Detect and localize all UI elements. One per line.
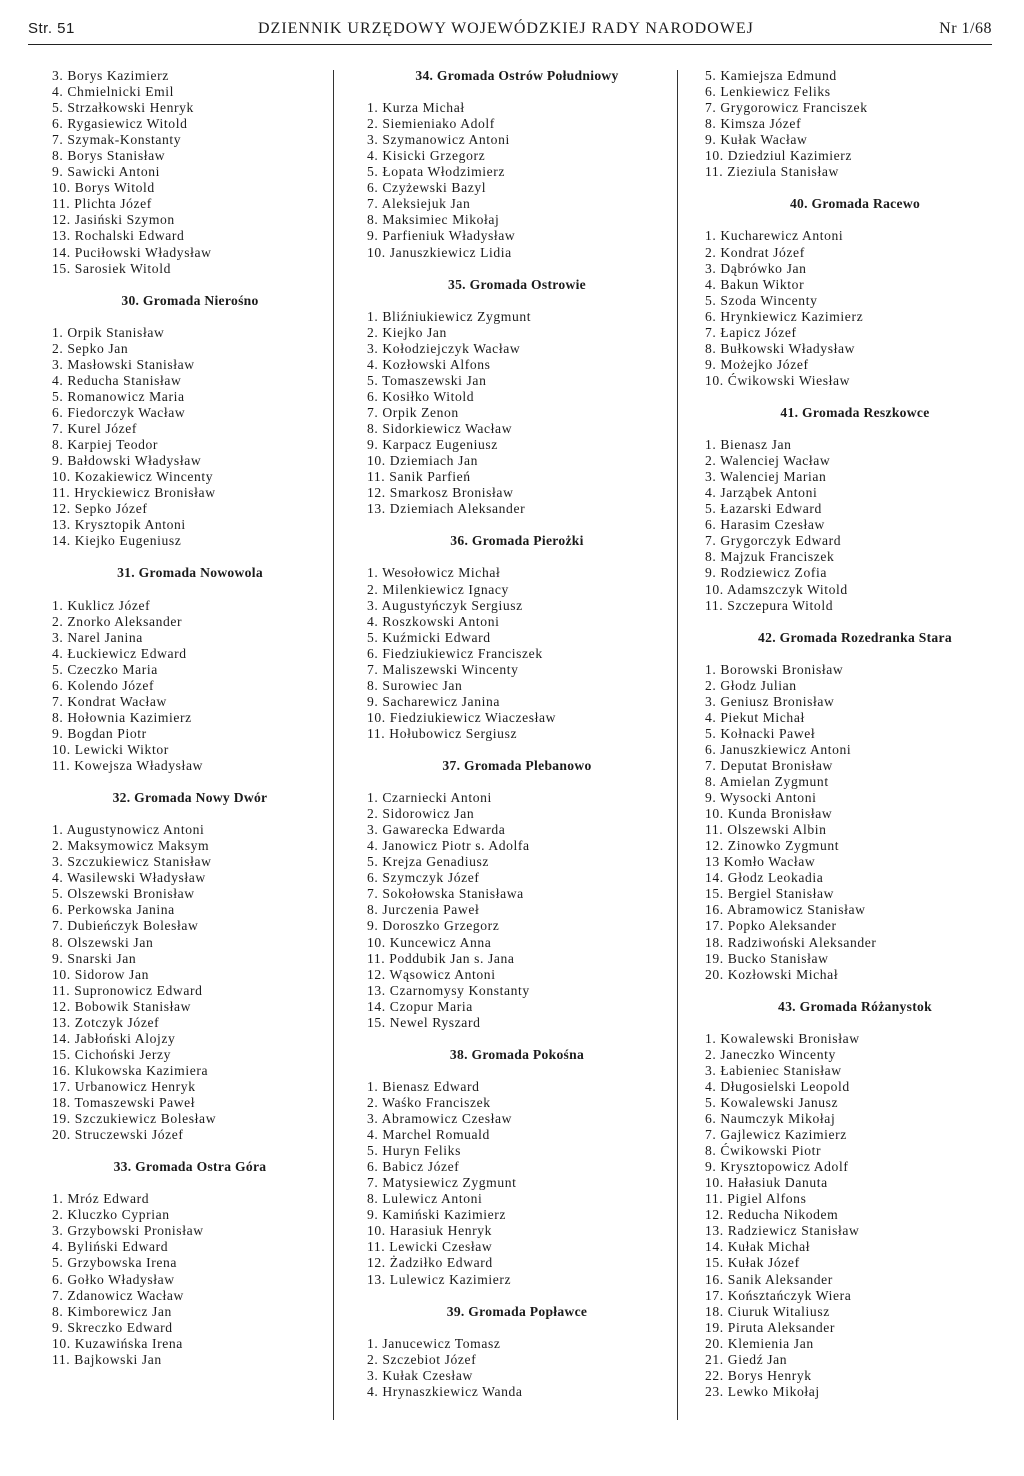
list-item: 15. Bergiel Stanisław — [705, 886, 835, 902]
spacer — [367, 1063, 667, 1079]
section-heading: 34. Gromada Ostrów Południowy — [415, 68, 619, 83]
list-item: 13 Komło Wacław — [705, 854, 816, 870]
list-item: 17. Urbanowicz Henryk — [52, 1078, 196, 1094]
list-item: 7. Deputat Bronisław — [705, 758, 833, 774]
list-item: 12. Zinowko Zygmunt — [705, 838, 840, 854]
list-item: 8. Kimsza Józef — [705, 116, 802, 132]
list-item: 13. Krysztopik Antoni — [52, 517, 186, 533]
spacer — [705, 421, 1005, 437]
list-item: 4. Długosielski Leopold — [705, 1078, 850, 1094]
list-item: 5. Kamiejsza Edmund — [705, 68, 837, 83]
list-item: 11. Lewicki Czesław — [367, 1239, 493, 1255]
list-item: 17. Popko Aleksander — [705, 918, 837, 934]
list-item: 15. Sarosiek Witold — [52, 260, 171, 276]
spacer — [52, 774, 328, 790]
list-item: 9. Bałdowski Władysław — [52, 453, 202, 469]
spacer — [705, 646, 1005, 662]
list-item: 4. Hrynaszkiewicz Wanda — [367, 1383, 523, 1399]
spacer — [705, 212, 1005, 228]
section-heading: 35. Gromada Ostrowie — [447, 276, 587, 292]
list-item: 11. Szczepura Witold — [705, 597, 834, 613]
list-item: 5. Grzybowska Irena — [52, 1255, 178, 1271]
list-item: 19. Bucko Stanisław — [705, 950, 829, 966]
list-item: 3. Masłowski Stanisław — [52, 356, 195, 372]
list-item: 1. Bienasz Jan — [705, 437, 792, 453]
list-item: 9. Sawicki Antoni — [52, 164, 160, 180]
list-item: 8. Karpiej Teodor — [52, 437, 159, 453]
spacer — [52, 277, 328, 293]
list-item: 3. Abramowicz Czesław — [367, 1111, 513, 1127]
list-item: 1. Borowski Bronisław — [705, 661, 844, 677]
list-item: 16. Klukowska Kazimiera — [52, 1062, 209, 1078]
list-item: 9. Wysocki Antoni — [705, 790, 817, 806]
section-heading: 42. Gromada Rozedranka Stara — [758, 629, 952, 645]
list-item: 6. Naumczyk Mikołaj — [705, 1111, 836, 1127]
list-item: 8. Kimborewicz Jan — [52, 1303, 172, 1319]
list-item: 12. Jasiński Szymon — [52, 212, 175, 228]
list-item: 19. Szczukiewicz Bolesław — [52, 1111, 217, 1127]
spacer — [367, 293, 667, 309]
list-item: 11. Hryckiewicz Bronisław — [52, 485, 216, 501]
list-item: 12. Sepko Józef — [52, 501, 148, 517]
list-item: 7. Sokołowska Stanisława — [367, 886, 524, 902]
list-item: 6. Lenkiewicz Feliks — [705, 84, 831, 100]
list-item: 7. Aleksiejuk Jan — [367, 196, 471, 212]
list-item: 7. Grygorczyk Edward — [705, 533, 842, 549]
list-item: 5. Romanowicz Maria — [52, 388, 185, 404]
spacer — [52, 309, 328, 325]
list-item: 13. Rochalski Edward — [52, 228, 185, 244]
list-item: 10. Dziedziul Kazimierz — [705, 148, 853, 164]
list-item: 9. Bogdan Piotr — [52, 725, 147, 741]
list-item: 3. Szymanowicz Antoni — [367, 132, 510, 148]
list-item: 3. Augustyńczyk Sergiusz — [367, 597, 523, 613]
list-item: 3. Grzybowski Pronisław — [52, 1223, 204, 1239]
list-item: 2. Szczebiot Józef — [367, 1351, 477, 1367]
list-item: 12. Smarkosz Bronisław — [367, 485, 514, 501]
list-item: 7. Łapicz Józef — [705, 324, 797, 340]
list-item: 13. Dziemiach Aleksander — [367, 501, 526, 517]
list-item: 4. Piekut Michał — [705, 709, 805, 725]
list-item: 8. Ćwikowski Piotr — [705, 1143, 822, 1159]
list-item: 10. Kuzawińska Irena — [52, 1335, 183, 1351]
list-item: 12. Reducha Nikodem — [705, 1207, 839, 1223]
spacer — [705, 614, 1005, 630]
list-item: 10. Kozakiewicz Wincenty — [52, 469, 214, 485]
spacer — [367, 549, 667, 565]
list-item: 11. Sanik Parfień — [367, 469, 471, 485]
spacer — [52, 1143, 328, 1159]
spacer — [52, 1175, 328, 1191]
issue-number: Nr 1/68 — [939, 20, 992, 37]
list-item: 3. Borys Kazimierz — [52, 68, 169, 83]
section-heading: 32. Gromada Nowy Dwór — [112, 790, 268, 806]
list-item: 5. Strzałkowski Henryk — [52, 100, 194, 116]
list-item: 7. Zdanowicz Wacław — [52, 1287, 184, 1303]
list-item: 8. Sidorkiewicz Wacław — [367, 421, 513, 437]
column-divider — [333, 70, 334, 1420]
list-item: 11. Pigiel Alfons — [705, 1191, 807, 1207]
list-item: 4. Marchel Romuald — [367, 1127, 490, 1143]
page-number: Str. 51 — [28, 20, 75, 37]
list-item: 10. Hałasiuk Danuta — [705, 1175, 828, 1191]
list-item: 9. Skreczko Edward — [52, 1319, 173, 1335]
list-item: 14. Kiejko Eugeniusz — [52, 533, 182, 549]
list-item: 11. Plichta Józef — [52, 196, 152, 212]
list-item: 4. Roszkowski Antoni — [367, 613, 500, 629]
spacer — [52, 806, 328, 822]
list-item: 9. Parfieniuk Władysław — [367, 228, 516, 244]
list-item: 3. Geniusz Bronisław — [705, 693, 835, 709]
list-item: 2. Sidorowicz Jan — [367, 806, 475, 822]
list-item: 11. Kowejsza Władysław — [52, 758, 203, 774]
list-item: 6. Kosiłko Witold — [367, 388, 475, 404]
list-item: 12. Bobowik Stanisław — [52, 998, 192, 1014]
list-item: 5. Krejza Genadiusz — [367, 854, 489, 870]
list-item: 1. Czarniecki Antoni — [367, 790, 492, 806]
list-item: 6. Szymczyk Józef — [367, 870, 480, 886]
list-item: 5. Kowalewski Janusz — [705, 1095, 839, 1110]
list-item: 10. Adamszczyk Witold — [705, 581, 848, 597]
list-item: 8. Bułkowski Władysław — [705, 340, 856, 356]
list-item: 13. Radziewicz Stanisław — [705, 1223, 860, 1239]
list-item: 14. Głodz Leokadia — [705, 870, 824, 886]
list-item: 16. Abramowicz Stanisław — [705, 902, 866, 918]
list-item: 16. Sanik Aleksander — [705, 1271, 833, 1287]
list-item: 2. Sepko Jan — [52, 340, 129, 356]
list-item: 3. Narel Janina — [52, 629, 143, 645]
list-item: 15. Newel Ryszard — [367, 1014, 481, 1030]
list-item: 10. Fiedziukiewicz Wiaczesław — [367, 709, 557, 725]
spacer — [367, 742, 667, 758]
list-item: 9. Krysztopowicz Adolf — [705, 1159, 849, 1175]
list-item: 5. Olszewski Bronisław — [52, 886, 195, 902]
list-item: 3. Dąbrówko Jan — [705, 260, 807, 276]
column-left — [52, 68, 328, 1368]
list-item: 3. Kołodziejczyk Wacław — [367, 340, 521, 356]
list-item: 9. Kułak Wacław — [705, 132, 808, 148]
journal-title: DZIENNIK URZĘDOWY WOJEWÓDZKIEJ RADY NARODOWEJ — [258, 20, 754, 37]
list-item: 4. Jarząbek Antoni — [705, 485, 818, 501]
column-middle — [367, 68, 667, 1400]
list-item: 6. Fiedziukiewicz Franciszek — [367, 645, 543, 661]
list-item: 5. Tomaszewski Jan — [367, 372, 487, 388]
list-item: 6. Kolendo Józef — [52, 677, 155, 693]
list-item: 2. Walenciej Wacław — [705, 453, 831, 469]
list-item: 10. Harasiuk Henryk — [367, 1223, 493, 1239]
list-item: 8. Jurczenia Paweł — [367, 902, 480, 918]
list-item: 13. Lulewicz Kazimierz — [367, 1271, 512, 1287]
list-item: 11. Supronowicz Edward — [52, 982, 203, 998]
list-item: 2. Głodz Julian — [705, 677, 797, 693]
list-item: 10. Borys Witold — [52, 180, 155, 196]
section-heading: 41. Gromada Reszkowce — [780, 404, 930, 420]
list-item: 1. Wesołowicz Michał — [367, 565, 501, 581]
spacer — [705, 180, 1005, 196]
list-item: 3. Szczukiewicz Stanisław — [52, 854, 212, 870]
list-item: 8. Olszewski Jan — [52, 934, 154, 950]
list-item: 8. Amielan Zygmunt — [705, 774, 829, 790]
list-item: 1. Augustynowicz Antoni — [52, 822, 205, 838]
list-item: 8. Borys Stanisław — [52, 148, 166, 164]
spacer — [52, 582, 328, 598]
column-divider — [677, 70, 678, 1420]
list-item: 7. Kurel Józef — [52, 421, 138, 437]
list-item: 8. Maksimiec Mikołaj — [367, 212, 500, 228]
list-item: 3. Walenciej Marian — [705, 469, 827, 485]
list-item: 10. Sidorow Jan — [52, 966, 149, 982]
list-item: 15. Kułak Józef — [705, 1255, 800, 1271]
section-heading: 30. Gromada Nierośno — [121, 292, 259, 308]
list-item: 1. Mróz Edward — [52, 1191, 150, 1207]
list-item: 15. Cichoński Jerzy — [52, 1046, 172, 1062]
list-item: 1. Orpik Stanisław — [52, 324, 165, 340]
list-item: 4. Reducha Stanisław — [52, 372, 182, 388]
list-item: 5. Łopata Włodzimierz — [367, 164, 506, 180]
list-item: 1. Kucharewicz Antoni — [705, 228, 844, 244]
list-item: 2. Siemieniako Adolf — [367, 116, 495, 132]
list-item: 3. Kułak Czesław — [367, 1367, 473, 1383]
list-item: 2. Janeczko Wincenty — [705, 1046, 836, 1062]
list-item: 20. Kozłowski Michał — [705, 966, 839, 982]
list-item: 4. Chmielnicki Emil — [52, 84, 175, 100]
list-item: 9. Snarski Jan — [52, 950, 137, 966]
list-item: 7. Orpik Zenon — [367, 404, 459, 420]
list-item: 14. Puciłowski Władysław — [52, 244, 212, 260]
list-item: 1. Kurza Michał — [367, 100, 465, 116]
list-item: 5. Kołnacki Paweł — [705, 725, 816, 741]
list-item: 11. Hołubowicz Sergiusz — [367, 725, 518, 741]
list-item: 7. Gajlewicz Kazimierz — [705, 1127, 847, 1143]
list-item: 10. Kunda Bronisław — [705, 806, 833, 822]
list-item: 14. Jabłoński Alojzy — [52, 1030, 176, 1046]
list-item: 14. Kułak Michał — [705, 1239, 811, 1255]
list-item: 4. Łuckiewicz Edward — [52, 645, 187, 661]
list-item: 4. Bakun Wiktor — [705, 276, 805, 292]
list-item: 7. Matysiewicz Zygmunt — [367, 1175, 517, 1191]
list-item: 8. Hołownia Kazimierz — [52, 709, 192, 725]
section-heading: 38. Gromada Pokośna — [449, 1046, 585, 1062]
list-item: 6. Gołko Władysław — [52, 1271, 175, 1287]
list-item: 6. Hrynkiewicz Kazimierz — [705, 308, 864, 324]
section-heading: 31. Gromada Nowowola — [117, 565, 263, 581]
list-item: 5. Łazarski Edward — [705, 501, 822, 517]
list-item: 1. Bliźniukiewicz Zygmunt — [367, 308, 532, 324]
spacer — [367, 1031, 667, 1047]
list-item: 22. Borys Henryk — [705, 1367, 812, 1383]
list-item: 6. Fiedorczyk Wacław — [52, 404, 186, 420]
spacer — [367, 1288, 667, 1304]
list-item: 6. Harasim Czesław — [705, 517, 825, 533]
list-item: 9. Doroszko Grzegorz — [367, 918, 500, 934]
list-item: 9. Kamiński Kazimierz — [367, 1207, 507, 1223]
list-item: 7. Szymak-Konstanty — [52, 132, 182, 148]
list-item: 6. Czyżewski Bazyl — [367, 180, 487, 196]
list-item: 18. Ciuruk Witaliusz — [705, 1303, 830, 1319]
list-item: 9. Karpacz Eugeniusz — [367, 437, 498, 453]
list-item: 6. Januszkiewicz Antoni — [705, 741, 852, 757]
list-item: 3. Łabieniec Stanisław — [705, 1062, 842, 1078]
list-item: 6. Perkowska Janina — [52, 902, 175, 918]
list-item: 11. Bajkowski Jan — [52, 1351, 162, 1367]
list-item: 21. Giedź Jan — [705, 1351, 788, 1367]
list-item: 10. Kuncewicz Anna — [367, 934, 492, 950]
list-item: 12. Żadziłko Edward — [367, 1255, 493, 1271]
list-item: 2. Kondrat Józef — [705, 244, 805, 260]
list-item: 5. Szoda Wincenty — [705, 292, 818, 308]
spacer — [367, 774, 667, 790]
spacer — [705, 1015, 1005, 1031]
list-item: 11. Zieziula Stanisław — [705, 164, 839, 180]
list-item: 23. Lewko Mikołaj — [705, 1383, 820, 1399]
list-item: 8. Lulewicz Antoni — [367, 1191, 483, 1207]
list-item: 6. Rygasiewicz Witold — [52, 116, 188, 132]
list-item: 1. Kowalewski Bronisław — [705, 1030, 860, 1046]
list-item: 1. Bienasz Edward — [367, 1078, 480, 1094]
list-item: 10. Dziemiach Jan — [367, 453, 478, 469]
list-item: 4. Janowicz Piotr s. Adolfa — [367, 838, 530, 854]
section-heading: 33. Gromada Ostra Góra — [113, 1159, 267, 1175]
list-item: 1. Kuklicz Józef — [52, 597, 151, 613]
section-heading: 40. Gromada Racewo — [789, 196, 921, 212]
list-item: 9. Rodziewicz Zofia — [705, 565, 827, 581]
list-item: 18. Radziwoński Aleksander — [705, 934, 877, 950]
page-header — [28, 18, 992, 45]
list-item: 2. Milenkiewicz Ignacy — [367, 581, 509, 597]
list-item: 20. Struczewski Józef — [52, 1127, 184, 1143]
list-item: 14. Czopur Maria — [367, 998, 473, 1014]
list-item: 2. Kluczko Cyprian — [52, 1207, 170, 1223]
section-heading: 37. Gromada Plebanowo — [442, 758, 592, 774]
list-item: 10. Januszkiewicz Lidia — [367, 244, 512, 260]
section-heading: 43. Gromada Różanystok — [777, 998, 932, 1014]
list-item: 10. Ćwikowski Wiesław — [705, 372, 851, 388]
spacer — [367, 261, 667, 277]
list-item: 13. Zotczyk Józef — [52, 1014, 160, 1030]
list-item: 11. Poddubik Jan s. Jana — [367, 950, 515, 966]
list-item: 12. Wąsowicz Antoni — [367, 966, 496, 982]
list-item: 5. Czeczko Maria — [52, 661, 158, 677]
list-item: 9. Sacharewicz Janina — [367, 693, 500, 709]
section-heading: 36. Gromada Pierożki — [450, 533, 584, 549]
spacer — [367, 1320, 667, 1336]
list-item: 3. Gawarecka Edwarda — [367, 822, 506, 838]
list-item: 2. Znorko Aleksander — [52, 613, 183, 629]
spacer — [367, 517, 667, 533]
list-item: 2. Waśko Franciszek — [367, 1095, 491, 1110]
column-right — [705, 68, 1005, 1400]
list-item: 18. Tomaszewski Paweł — [52, 1095, 196, 1110]
spacer — [705, 983, 1005, 999]
list-item: 4. Kozłowski Alfons — [367, 356, 491, 372]
list-item: 1. Janucewicz Tomasz — [367, 1335, 501, 1351]
list-item: 13. Czarnomysy Konstanty — [367, 982, 530, 998]
list-item: 10. Lewicki Wiktor — [52, 741, 169, 757]
list-item: 7. Dubieńczyk Bolesław — [52, 918, 199, 934]
spacer — [367, 84, 667, 100]
list-item: 11. Olszewski Albin — [705, 822, 827, 838]
list-item: 19. Piruta Aleksander — [705, 1319, 836, 1335]
list-item: 20. Klemienia Jan — [705, 1335, 814, 1351]
list-item: 7. Grygorowicz Franciszek — [705, 100, 868, 116]
list-item: 17. Końsztańczyk Wiera — [705, 1287, 852, 1303]
list-item: 2. Maksymowicz Maksym — [52, 838, 210, 854]
list-item: 2. Kiejko Jan — [367, 324, 447, 340]
list-item: 8. Majzuk Franciszek — [705, 549, 835, 565]
list-item: 9. Możejko Józef — [705, 356, 809, 372]
list-item: 5. Huryn Feliks — [367, 1143, 461, 1159]
list-item: 7. Kondrat Wacław — [52, 693, 167, 709]
list-item: 7. Maliszewski Wincenty — [367, 661, 519, 677]
spacer — [52, 549, 328, 565]
list-item: 5. Kuźmicki Edward — [367, 629, 491, 645]
section-heading: 39. Gromada Popławce — [446, 1303, 588, 1319]
list-item: 4. Kisicki Grzegorz — [367, 148, 486, 164]
spacer — [705, 389, 1005, 405]
list-item: 6. Babicz Józef — [367, 1159, 460, 1175]
list-item: 4. Wasilewski Władysław — [52, 870, 206, 886]
list-item: 4. Byliński Edward — [52, 1239, 169, 1255]
list-item: 8. Surowiec Jan — [367, 677, 463, 693]
